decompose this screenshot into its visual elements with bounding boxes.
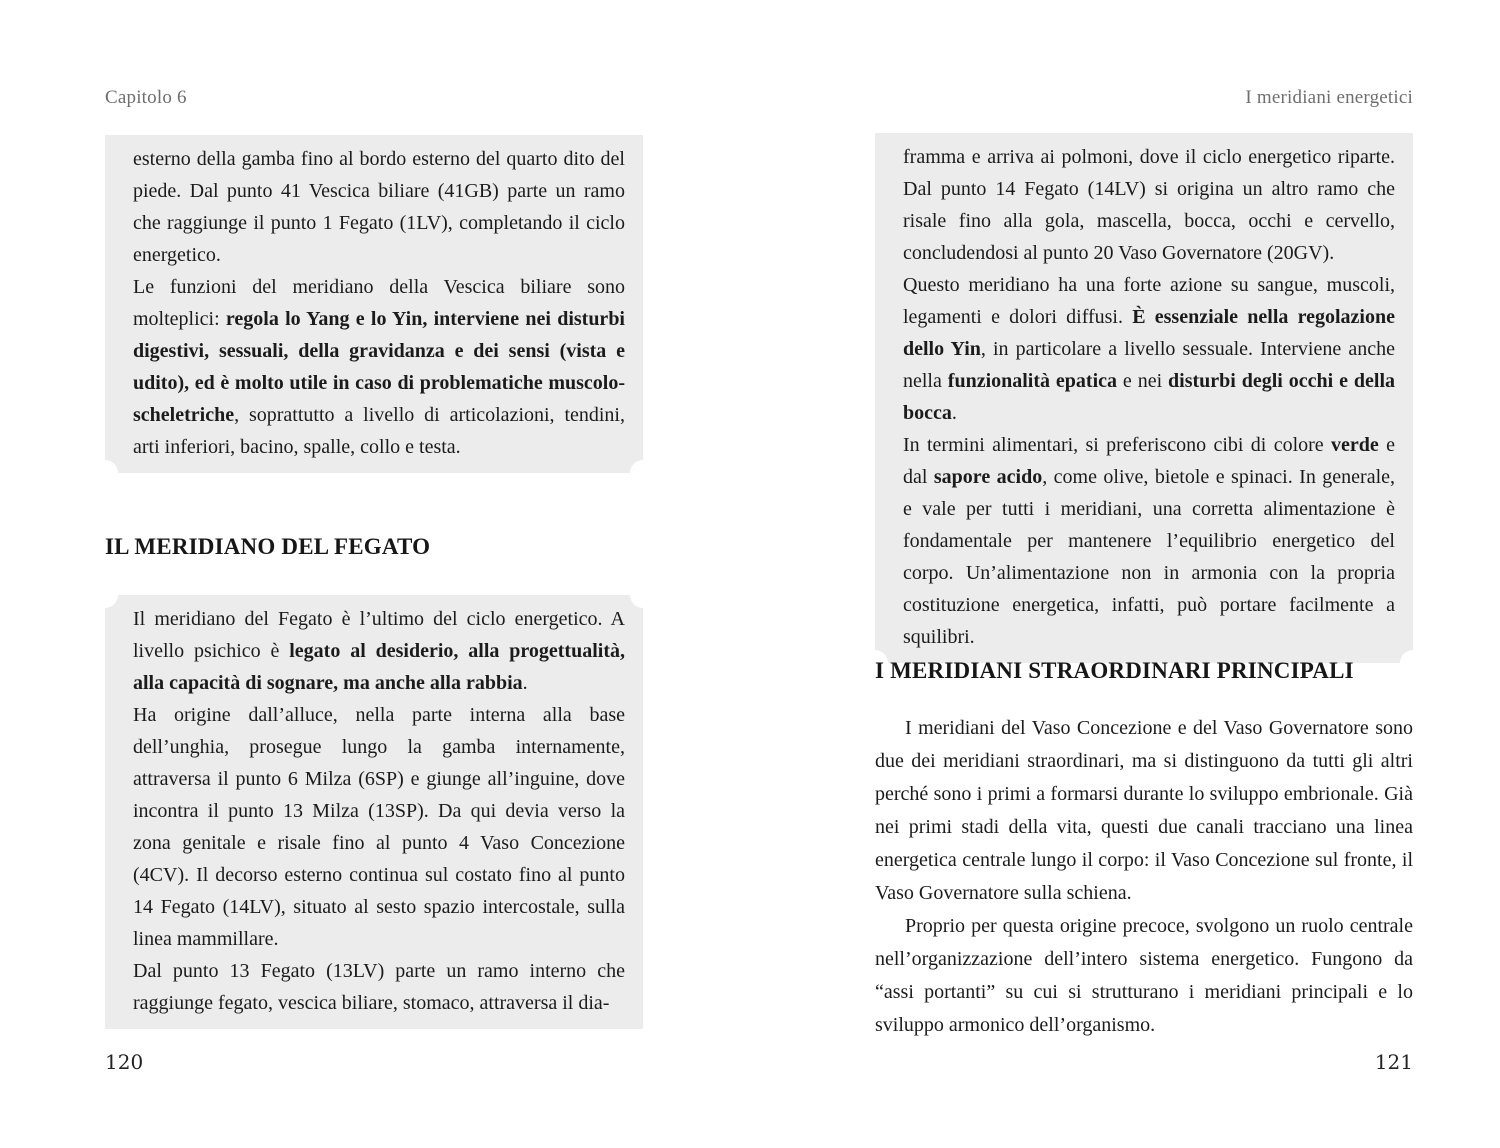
section-heading-liver-meridian: IL MERIDIANO DEL FEGATO xyxy=(105,534,431,559)
box-corner-notch xyxy=(105,595,118,608)
text-run: , in particolare a livello sessuale. Interviene anche nella xyxy=(903,338,1395,392)
bold-text-run: disturbi degli occhi e della bocca xyxy=(903,370,1395,424)
text-run: , come olive, bietole e spinaci. In generale, e vale per tutti i meridiani, una corretta alimentazione è fondamentale per mantenere l’equilibrio energetico del corpo. Un’alimentazione non in armonia con la propria costituzione energetica, infatti, può portare facilmente a squilibri. xyxy=(903,466,1395,648)
bold-text-run: legato al desiderio, alla progettualità, alla capacità di sognare, ma anche alla rabbia xyxy=(133,640,625,694)
paragraph xyxy=(903,269,1395,429)
bold-text-run: sapore acido xyxy=(933,466,1043,488)
bold-text-run: funzionalità epatica xyxy=(947,370,1118,392)
box-corner-notch xyxy=(630,460,643,473)
body-text-extraordinary-meridians xyxy=(875,712,1413,1042)
text-run: Il meridiano del Fegato è l’ultimo del ciclo energetico. A livello psichico è xyxy=(133,608,625,662)
page-number-right: 121 xyxy=(1374,1050,1413,1074)
paragraph xyxy=(875,910,1413,1042)
paragraph xyxy=(133,699,625,955)
paragraph xyxy=(903,141,1395,269)
highlight-box-liver xyxy=(105,595,643,1029)
section-heading-extraordinary-meridians: I MERIDIANI STRAORDINARI PRINCIPALI xyxy=(875,658,1354,683)
highlight-box-gallbladder xyxy=(105,135,643,473)
bold-text-run: verde xyxy=(1331,434,1379,456)
text-run: . xyxy=(522,672,528,694)
text-run: Ha origine dall’alluce, nella parte interna alla base dell’unghia, prosegue lungo la gamba internamente, attraversa il punto 6 Milza (6SP) e giunge all’inguine, dove incontra il punto 13 Milza (13SP). Da qui devia verso la zona genitale e risale fino al punto 4 Vaso Concezione (4CV). Il decorso esterno continua sul costato fino al punto 14 Fegato (14LV), situato al sesto spazio intercostale, sulla linea mammillare. xyxy=(133,704,625,950)
text-run: Dal punto 13 Fegato (13LV) parte un ramo interno che raggiunge fegato, vescica biliare, stomaco, attraversa il dia- xyxy=(133,960,625,1014)
box-corner-notch xyxy=(630,595,643,608)
text-run: In termini alimentari, si preferiscono cibi di colore xyxy=(903,434,1332,456)
text-run: Le funzioni del meridiano della Vescica biliare sono molteplici: xyxy=(133,276,625,330)
bold-text-run: È essenziale nella regolazione dello Yin xyxy=(903,306,1395,360)
paragraph xyxy=(133,271,625,463)
box-corner-notch xyxy=(105,460,118,473)
paragraph xyxy=(133,955,625,1019)
text-run: Questo meridiano ha una forte azione su sangue, muscoli, legamenti e dolori diffusi. xyxy=(903,274,1395,328)
running-head-section: I meridiani energetici xyxy=(1245,87,1413,108)
text-run: I meridiani del Vaso Concezione e del Vaso Governatore sono due dei meridiani straordinari, ma si distinguono da tutti gli altri perché sono i primi a formarsi durante lo sviluppo embrionale. Già nei primi stadi della vita, questi due canali tracciano una linea energetica centrale lungo il corpo: il Vaso Concezione sul fronte, il Vaso Governatore sulla schiena. xyxy=(875,717,1413,904)
text-run: , soprattutto a livello di articolazioni, tendini, arti inferiori, bacino, spalle, collo e testa. xyxy=(133,404,625,458)
page-number-left: 120 xyxy=(105,1050,144,1074)
paragraph xyxy=(875,712,1413,910)
highlight-box-liver-continued xyxy=(875,133,1413,663)
running-head-chapter: Capitolo 6 xyxy=(105,87,187,108)
paragraph xyxy=(133,603,625,699)
text-run: e dal xyxy=(903,434,1395,488)
text-run: framma e arriva ai polmoni, dove il ciclo energetico riparte. Dal punto 14 Fegato (14LV) si origina un altro ramo che risale fino alla gola, mascella, bocca, occhi e cervello, concludendosi al punto 20 Vaso Governatore (20GV). xyxy=(903,146,1395,264)
paragraph xyxy=(903,429,1395,653)
text-run: e nei xyxy=(1117,370,1169,392)
right-page xyxy=(750,0,1500,1148)
text-run: . xyxy=(951,402,957,424)
text-run: Proprio per questa origine precoce, svolgono un ruolo centrale nell’organizzazione dell’intero sistema energetico. Fungono da “assi portanti” su cui si strutturano i meridiani principali e lo sviluppo armonico dell’organismo. xyxy=(875,915,1413,1036)
text-run: esterno della gamba fino al bordo esterno del quarto dito del piede. Dal punto 41 Vescica biliare (41GB) parte un ramo che raggiunge il punto 1 Fegato (1LV), completando il ciclo energetico. xyxy=(133,148,625,266)
bold-text-run: regola lo Yang e lo Yin, interviene nei disturbi digestivi, sessuali, della gravidanza e dei sensi (vista e udito), ed è molto utile in caso di problematiche muscolo-scheletriche xyxy=(133,308,625,426)
paragraph xyxy=(133,143,625,271)
